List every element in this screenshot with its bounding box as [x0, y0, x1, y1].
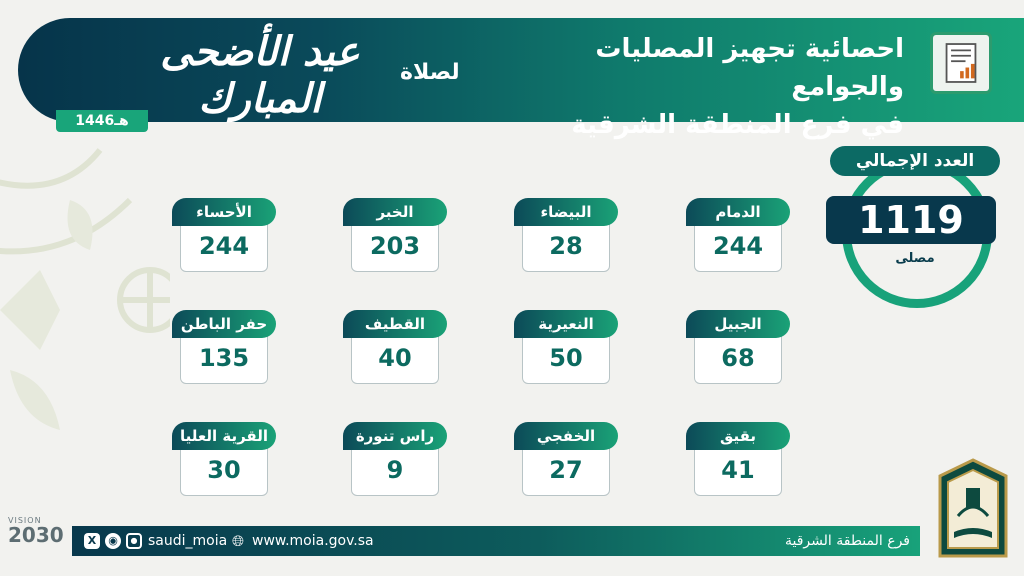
- snapchat-icon[interactable]: ◉: [105, 533, 121, 549]
- vision-year: 2030: [8, 523, 64, 547]
- city-name: القرية العليا: [172, 422, 276, 450]
- vision-label: VISION: [8, 516, 42, 525]
- city-count: 244: [712, 232, 764, 260]
- vision-2030-logo: [8, 516, 68, 566]
- city-name: البيضاء: [514, 198, 618, 226]
- city-card: [686, 310, 788, 394]
- city-name: الأحساء: [172, 198, 276, 226]
- city-name: الجبيل: [686, 310, 790, 338]
- year-badge: 1446هـ: [56, 110, 148, 132]
- city-name: القطيف: [343, 310, 447, 338]
- eid-calligraphy: عيد الأضحى المبارك: [160, 28, 360, 122]
- globe-icon: 🌐︎: [232, 532, 245, 550]
- website-link[interactable]: www.moia.gov.sa: [252, 533, 374, 549]
- city-name: الدمام: [686, 198, 790, 226]
- city-card: [686, 198, 788, 282]
- prayer-prefix: لصلاة: [400, 60, 460, 85]
- instagram-icon[interactable]: ●: [126, 533, 142, 549]
- city-card: [686, 422, 788, 506]
- city-name: راس تنورة: [343, 422, 447, 450]
- city-card: [172, 198, 274, 282]
- total-unit: مصلى: [895, 251, 935, 266]
- city-count: 50: [549, 344, 583, 372]
- city-count: 68: [721, 344, 755, 372]
- city-card: [172, 422, 274, 506]
- city-count: 203: [369, 232, 421, 260]
- report-icon: [930, 32, 992, 94]
- city-count: 28: [549, 232, 583, 260]
- ministry-emblem-logo: [936, 458, 1010, 562]
- city-card: [343, 198, 445, 282]
- city-card: [343, 422, 445, 506]
- total-label: العدد الإجمالي: [830, 146, 1000, 176]
- decorative-pattern: [0, 140, 170, 440]
- city-card: [514, 422, 616, 506]
- city-count: 9: [386, 456, 404, 484]
- city-count: 40: [378, 344, 412, 372]
- city-count: 244: [198, 232, 250, 260]
- city-count: 135: [198, 344, 250, 372]
- city-card: [514, 198, 616, 282]
- x-icon[interactable]: X: [84, 533, 100, 549]
- city-name: الخبر: [343, 198, 447, 226]
- title-line-2: في فرع المنطقة الشرقية: [571, 110, 904, 140]
- social-handle[interactable]: saudi_moia: [148, 533, 228, 549]
- city-count: 30: [207, 456, 241, 484]
- city-name: بقيق: [686, 422, 790, 450]
- city-name: النعيرية: [514, 310, 618, 338]
- city-card: [343, 310, 445, 394]
- title-line-1: احصائية تجهيز المصليات والجوامع: [595, 34, 904, 102]
- city-count: 41: [721, 456, 755, 484]
- total-value: 1119: [826, 196, 996, 244]
- city-name: الخفجي: [514, 422, 618, 450]
- city-card: [172, 310, 274, 394]
- page-title: [484, 30, 904, 144]
- city-card: [514, 310, 616, 394]
- footer-bar: [72, 526, 920, 556]
- city-count: 27: [549, 456, 583, 484]
- city-name: حفر الباطن: [172, 310, 276, 338]
- footer-branch: فرع المنطقة الشرقية: [784, 533, 910, 549]
